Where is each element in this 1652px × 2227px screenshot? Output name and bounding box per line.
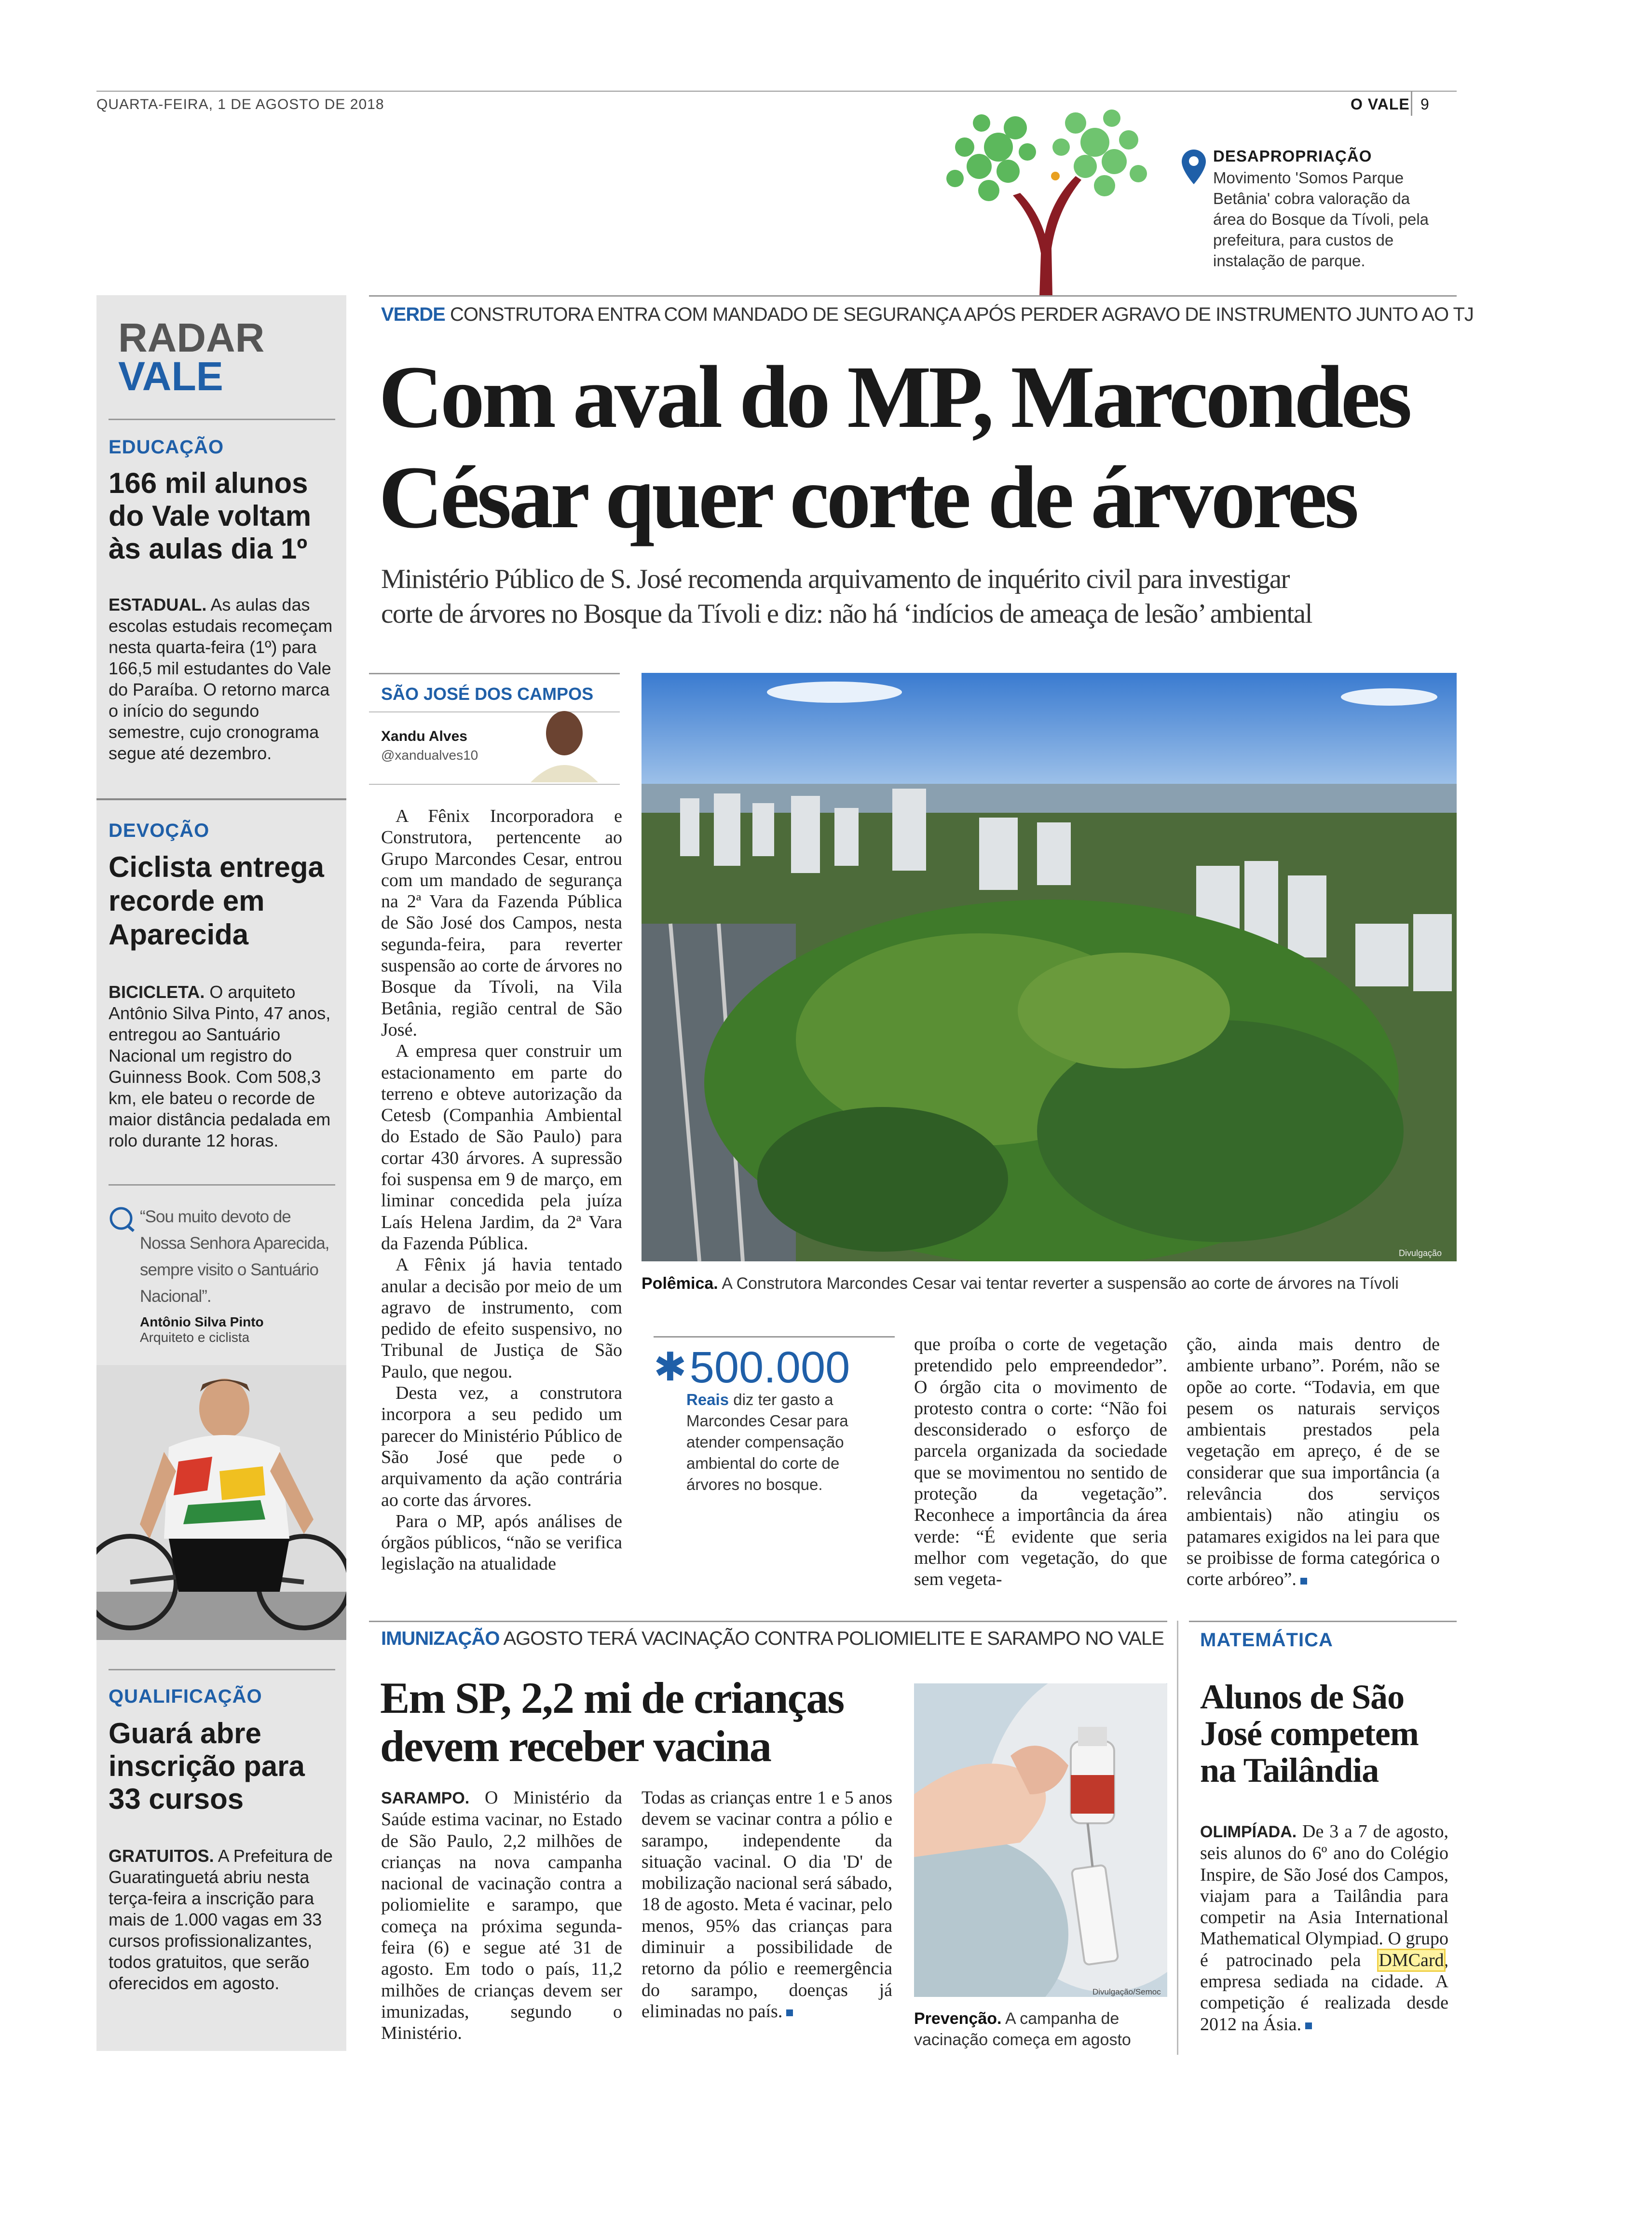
teaser-box[interactable] (1213, 147, 1435, 271)
math-kicker: MATEMÁTICA (1200, 1629, 1333, 1651)
vaccine-kicker: IMUNIZAÇÃO (381, 1628, 500, 1649)
sidebar-item-kicker: QUALIFICAÇÃO (109, 1686, 262, 1707)
sidebar-item-lead: ESTADUAL. (109, 595, 207, 615)
math-body: OLIMPÍADA. De 3 a 7 de agosto, seis alunos do 6º ano do Colégio Inspire, de São José dos Campos, viajam para a Tailândia para competir na Asia International Mathematical Olympiad. O grupo é patrocinado pela DMCard, empresa sediada na cidade. A competição é realizada desde 2012 na Ásia. (1200, 1821, 1448, 2035)
main-kicker-text: CONSTRUTORA ENTRA COM MANDADO DE SEGURANÇA APÓS PERDER AGRAVO DE INSTRUMENTO JUNTO AO TJ (450, 304, 1474, 325)
sidebar-quote (140, 1203, 338, 1345)
sidebar-item-headline: Ciclista entrega recorde em Aparecida (109, 851, 324, 951)
main-kicker-line (381, 304, 1474, 326)
sidebar-logo (118, 315, 265, 399)
main-photo-caption: Polêmica. A Construtora Marcondes Cesar vai tentar reverter a suspensão ao corte de árvores na Tívoli (642, 1274, 1399, 1293)
vaccine-body-col1: SARAMPO. O Ministério da Saúde estima vacinar, no Estado de São Paulo, 2,2 milhões de crianças na nova campanha nacional de vacinação contra a poliomielite e sarampo, que começa na próxima segunda-feira (6) e segue até 31 de agosto. Em todo o país, 11,2 milhões de crianças devem ser imunizadas, segundo o Ministério. (381, 1788, 622, 2044)
vaccine-kicker-text: AGOSTO TERÁ VACINAÇÃO CONTRA POLIOMIELITE E SARAMPO NO VALE (503, 1628, 1164, 1649)
stat-text: Reais diz ter gasto a Marcondes Cesar para atender compensação ambiental do corte de árvores no bosque. (686, 1391, 848, 1493)
sidebar-item-headline: 166 mil alunos do Vale voltam às aulas dia 1º (109, 467, 312, 565)
sidebar-item-kicker: EDUCAÇÃO (109, 437, 224, 458)
sidebar-logo-vale: VALE (118, 354, 223, 399)
end-mark (1300, 1578, 1307, 1585)
teaser-title: DESAPROPRIAÇÃO (1213, 147, 1372, 165)
main-photo-credit: Divulgação (1399, 1248, 1442, 1258)
vaccine-headline: Em SP, 2,2 mi de crianças devem receber vacina (380, 1673, 844, 1771)
page-number: 9 (1420, 96, 1429, 113)
math-divider (1177, 1621, 1178, 2055)
main-body-col3: que proíba o corte de vegetação pretendido pelo empreendedor”. O órgão cita o movimento de protesto contra o corte: “Não foi desconsiderado o esforço de parcela organizada da sociedade que se movimentou no sentido de proteção da vegetação”. Reconhece a importância da área verde: “É evidente que seria melhor com vegetação, do que sem vegeta- (914, 1334, 1167, 1590)
vaccine-lead: SARAMPO. (381, 1789, 470, 1807)
author-avatar (521, 704, 608, 782)
main-kicker: VERDE (381, 304, 445, 325)
quote-text: “Sou muito devoto de Nossa Senhora Aparecida, sempre visito o Santuário Nacional”. (140, 1207, 329, 1306)
main-body-col4: ção, ainda mais dentro de ambiente urbano”. Porém, não se opõe ao corte. “Todavia, em que pesem os naturais serviços ambientais prestados pela vegetação em apreço, é de se considerar que sua importância (a relevância dos serviços ambientais) não atingiu os patamares exigidos na lei para que se proibisse de forma categórica o corte arbóreo”. (1187, 1334, 1440, 1590)
stat-lead: Reais (686, 1391, 729, 1408)
sidebar-item-headline: Guará abre inscrição para 33 cursos (109, 1717, 305, 1815)
quote-icon (109, 1206, 136, 1233)
end-mark (786, 2009, 793, 2016)
asterisk-icon: ✱ (654, 1344, 687, 1390)
main-body-col1: A Fênix Incorporadora e Construtora, pertencente ao Grupo Marcondes Cesar, entrou com um mandado de segurança na 2ª Vara da Fazenda Pública de São José dos Campos, nesta segunda-feira, para reverter suspensão ao corte de árvores no Bosque da Tívoli, na Vila Betânia, região central de São José. A empresa quer construir um estacionamento em parte do terreno e obteve autorização da Cetesb (Companhia Ambiental do Estado de São Paulo) para cortar 430 árvores. A supressão foi suspensa em 9 de março, em liminar concedida pela juíza Laís Helena Jardim, da 2ª Vara da Fazenda Pública. A Fênix já havia tentado anular a decisão por meio de um agravo de instrumento, com pedido de efeito suspensivo, no Tribunal de Justiça de São Paulo, que negou. Desta vez, a construtora incorpora a seu pedido um parecer do Ministério Público de São José que pede o arquivamento da ação contrária ao corte das árvores. Para o MP, após análises de órgãos públicos, “não se verifica legislação na atualidade (381, 806, 622, 1574)
author-handle: @xandualves10 (381, 748, 478, 763)
sidebar-item-text: GRATUITOS. A Prefeitura de Guaratinguetá abriu nesta terça-feira a inscrição para mais de 1.000 vagas em 33 cursos profissionalizantes, todos gratuitos, que serão oferecidos em agosto. (109, 1846, 333, 1993)
stat-box (654, 1343, 895, 1495)
math-headline: Alunos de São José competem na Tailândia (1200, 1678, 1419, 1790)
main-subhead: Ministério Público de S. José recomenda arquivamento de inquérito civil para investigar corte de árvores no Bosque da Tívoli e diz: não há ‘indícios de ameaça de lesão’ ambiental (381, 564, 1312, 629)
main-photo (642, 673, 1457, 1261)
page-date: QUARTA-FEIRA, 1 DE AGOSTO DE 2018 (96, 96, 384, 112)
author-name: Xandu Alves (381, 728, 467, 744)
math-lead: OLIMPÍADA. (1200, 1823, 1297, 1841)
header-divider (1411, 92, 1412, 116)
caption-lead: Polêmica. (642, 1274, 718, 1293)
location-pin-icon (1182, 150, 1206, 184)
vaccine-photo-caption: Prevenção. A campanha de vacinação começa em agosto (914, 2009, 1131, 2049)
sidebar-item-kicker: DEVOÇÃO (109, 820, 210, 841)
sidebar-item-text: BICICLETA. O arquiteto Antônio Silva Pinto, 47 anos, entregou ao Santuário Nacional um registro do Guinness Book. Com 508,3 km, ele bateu o recorde de maior distância pedalada em rolo durante 12 horas. (109, 982, 331, 1150)
sidebar-item-qualificacao[interactable] (109, 1686, 335, 1994)
stat-value: 500.000 (689, 1343, 850, 1392)
main-headline: Com aval do MP, Marcondes César quer corte de árvores (379, 348, 1409, 547)
quote-author: Antônio Silva Pinto (140, 1314, 264, 1329)
end-mark (1305, 2022, 1312, 2029)
cyclist-photo (96, 1365, 346, 1640)
sidebar-item-devocao[interactable] (109, 820, 335, 1151)
sidebar-item-lead: BICICLETA. (109, 982, 205, 1002)
vaccine-kicker-line (381, 1628, 1164, 1650)
sidebar-item-lead: GRATUITOS. (109, 1846, 214, 1866)
sponsor-highlight: DMCard (1379, 1950, 1444, 1970)
vaccine-photo-credit: Divulgação/Semoc (1092, 1987, 1161, 1996)
vaccine-body-col2: Todas as crianças entre 1 e 5 anos devem se vacinar contra a pólio e sarampo, independente da situação vacinal. O dia 'D' de mobilização nacional será sábado, 18 de agosto. Meta é vacinar, pelo menos, 95% das crianças para diminuir a possibilidade de retorno da pólio e reemergência do sarampo, doenças já eliminadas no país. (642, 1788, 892, 2022)
tree-illustration (931, 94, 1158, 297)
sidebar-item-educacao[interactable] (109, 437, 335, 764)
caption-lead: Prevenção. (914, 2009, 1002, 2028)
vaccine-photo (914, 1683, 1167, 1997)
quote-role: Arquiteto e ciclista (140, 1330, 250, 1345)
section-label: SÃO JOSÉ DOS CAMPOS (381, 684, 594, 704)
teaser-text: Movimento 'Somos Parque Betânia' cobra valoração da área do Bosque da Tívoli, pela prefeitura, para custos de instalação de parque. (1213, 169, 1429, 270)
sidebar-item-text: ESTADUAL. As aulas das escolas estudais recomeçam nesta quarta-feira (1º) para 166,5 mil estudantes do Vale do Paraíba. O retorno marca o início do segundo semestre, cujo cronograma segue até dezembro. (109, 595, 333, 763)
brand-logo: O VALE (1351, 96, 1410, 113)
sidebar-logo-radar: RADAR (118, 315, 265, 360)
